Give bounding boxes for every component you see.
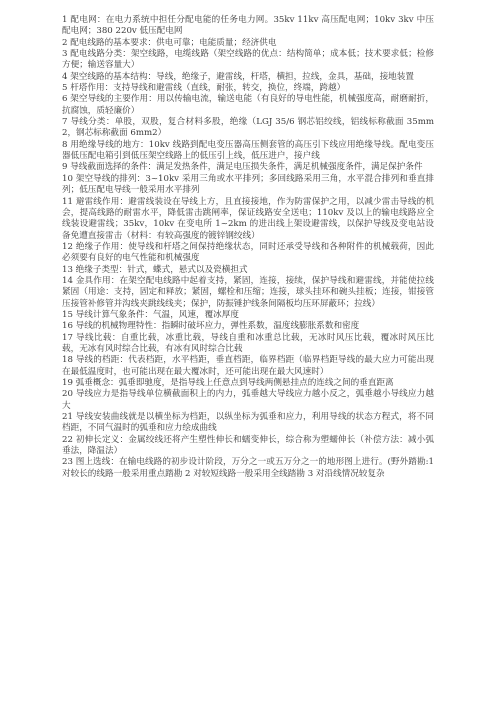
paragraph-12: 12 绝缘子作用：使导线和杆塔之间保持绝缘状态，同时还承受导线和各种附件的机械载荷，因此必须要有良好的电气性能和机械强度 bbox=[62, 241, 434, 264]
paragraph-14: 14 金具作用：在架空配电线路中起着支持，紧固，连接，接续，保护导线和避雷线，并能使拉线紧固（用途：支持，固定和释放；紧固，螺栓和压缩；连接，球头挂环和碗头挂板；连接，钳接管压接管补修管并沟线夹跳线线夹；保护，防振锤护线条间隔板均压环屏蔽环；拉线） bbox=[62, 275, 434, 309]
paragraph-2: 2 配电线路的基本要求：供电可靠；电能质量；经济供电 bbox=[62, 37, 277, 48]
paragraph-5: 5 杆塔作用：支持导线和避雷线（直线，耐张，转交，换位，终端，跨越） bbox=[62, 83, 346, 94]
paragraph-11: 11 避雷线作用：避雷线装设在导线上方，且直接接地，作为防雷保护之用，以减少雷击导线的机会，提高线路的耐雷水平，降低雷击跳闸率，保证线路安全送电；110kv 及以上的输电线路应全线装设避雷线；35kv，10kv 在变电所 1~2km 的进出线上架设避雷线，以保护导线及变电站设备免遭直接雷击（材料：有较高强度的镀锌钢绞线） bbox=[62, 196, 434, 241]
paragraph-4: 4 架空线路的基本结构：导线，绝缘子，避雷线，杆塔，横担，拉线，金具，基础，接地装置 bbox=[62, 71, 414, 82]
paragraph-21: 21 导线安装曲线就是以横坐标为档距，以纵坐标为弧垂和应力，利用导线的状态方程式，将不同档距，不同气温时的弧垂和应力绘成曲线 bbox=[62, 412, 434, 434]
paragraph-18: 18 导线的档距：代表档距，水平档距，垂直档距，临界档距（临界档距导线的最大应力可能出现在最低温度时，也可能出现在最大覆冰时，还可能出现在最大风速时） bbox=[62, 355, 434, 377]
paragraph-20: 20 导线应力是指导线单位横截面积上的内力，弧垂越大导线应力越小反之，弧垂越小导线应力越大 bbox=[62, 389, 434, 411]
paragraph-16: 16 导线的机械物理特性：指瞬时破坏应力，弹性系数，温度线膨胀系数和密度 bbox=[62, 321, 360, 332]
paragraph-23: 23 图上选线：在输电线路的初步设计阶段，万分之一或五万分之一的地形图上进行。(野外踏勘:1 对较长的线路一般采用重点踏勘 2 对较短线路一般采用全线踏勘 3 对沿线情况较复杂 bbox=[62, 457, 434, 479]
paragraph-22: 22 初伸长定义：金属绞线还将产生塑性伸长和蠕变伸长，综合称为塑蠕伸长（补偿方法：减小弧垂法，降温法） bbox=[62, 434, 434, 457]
paragraph-9: 9 导线截面选择的条件：满足发热条件，满足电压损失条件，满足机械强度条件，满足保护条件 bbox=[62, 162, 423, 173]
paragraph-7: 7 导线分类：单股，双股，复合材料多股，绝缘（LGJ 35/6 钢芯铝绞线，铝线标称截面 35mm2，钢芯标称截面 6mm2） bbox=[62, 117, 434, 139]
paragraph-1: 1 配电网：在电力系统中担任分配电能的任务电力网。35kv 11kv 高压配电网；10kv 3kv 中压配电网；380 220v 低压配电网 bbox=[62, 15, 434, 37]
paragraph-3: 3 配电线路分类：架空线路，电缆线路（架空线路的优点：结构简单；成本低；技术要求低；检修方便；输送容量大） bbox=[62, 49, 434, 71]
paragraph-10: 10 架空导线的排列：3~10kv 采用三角或水平排列；多回线路采用三角，水平混合排列和垂直排列；低压配电导线一般采用水平排列 bbox=[62, 173, 434, 196]
paragraph-6: 6 架空导线的主要作用：用以传输电流，输送电能（有良好的导电性能，机械强度高，耐磨耐折，抗腐蚀，质轻廉价） bbox=[62, 94, 434, 116]
paragraph-19: 19 弧垂概念：弧垂即驰度，是指导线上任意点到导线两侧悬挂点的连线之间的垂直距离 bbox=[62, 378, 394, 388]
document-body bbox=[62, 15, 434, 480]
paragraph-15: 15 导线计算气象条件：气温，风速，覆冰厚度 bbox=[62, 309, 239, 320]
paragraph-13: 13 绝缘子类型：针式，蝶式，悬式以及瓷横担式 bbox=[62, 264, 248, 275]
paragraph-17: 17 导线比载：自重比载，冰重比载，导线自重和冰重总比载，无冰时风压比载，覆冰时风压比载，无冰有风时综合比载，有冰有风时综合比载 bbox=[62, 332, 434, 354]
paragraph-8: 8 用绝缘导线的地方：10kv 线路到配电变压器高压侧套管的高压引下线应用绝缘导线。配电变压器低压配电箱引到低压架空线路上的低压引上线，低压进户，接户线 bbox=[62, 139, 434, 162]
